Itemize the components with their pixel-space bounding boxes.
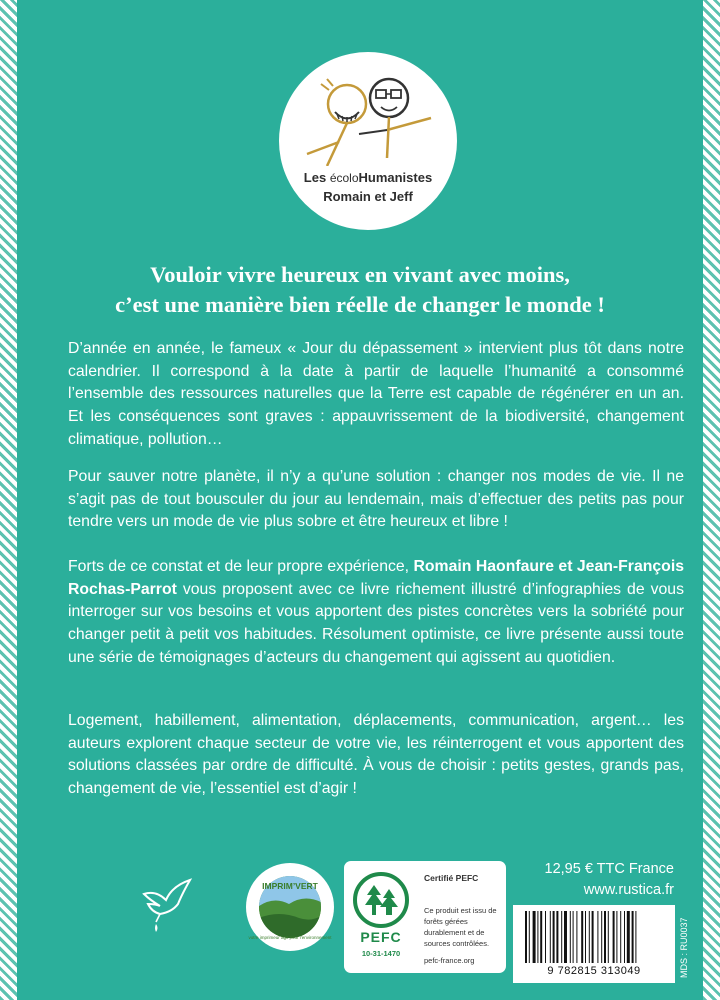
product-code: MDS : RU0037 xyxy=(679,917,689,978)
headline-line-1: Vouloir vivre heureux en vivant avec moins, xyxy=(150,262,570,287)
isbn-number: 9 782815 313049 xyxy=(547,965,641,977)
publisher-website: www.rustica.fr xyxy=(583,882,674,898)
authors-drawing-icon xyxy=(299,70,437,166)
pefc-certified: Certifié PEFC xyxy=(424,873,479,883)
publisher-bird-icon xyxy=(142,878,194,934)
headline-line-2: c’est une manière bien réelle de changer le monde ! xyxy=(115,292,605,317)
paragraph-authors: Forts de ce constat et de leur propre expérience, Romain Haonfaure et Jean-François Rochas-Parrot vous proposent avec ce livre richement illustré d’infographies de vous interroger sur vos besoins et vous apportent des pistes concrètes vers la sobriété pour changer petit à petit vos habitudes. Résolument optimiste, ce livre présente aussi toute une série de témoignages d’acteurs du changement qui agissent au quotidien. xyxy=(68,558,685,666)
pefc-logo-text: PEFC xyxy=(360,929,402,945)
author-logo xyxy=(279,52,457,230)
pefc-number: 10-31-1470 xyxy=(361,949,401,958)
isbn-barcode xyxy=(513,905,675,983)
imprimvert-title: IMPRIM’VERT xyxy=(262,881,318,891)
barcode-icon xyxy=(523,911,665,963)
pefc-description: Ce produit est issu de forêts gérées durablement et de sources contrôlées. xyxy=(424,906,497,948)
pefc-trees-icon xyxy=(352,871,410,929)
pefc-certification xyxy=(344,861,506,973)
imprimvert-tagline: votre imprimeur agit pour l’environnement xyxy=(248,935,332,940)
imprimvert-label xyxy=(246,863,334,951)
logo-authors: Romain et Jeff xyxy=(323,189,413,204)
headline xyxy=(30,260,690,320)
logo-brand-name: Les écoloHumanistes xyxy=(303,170,433,185)
paragraph-topics: Logement, habillement, alimentation, déplacements, communication, argent… les auteurs explorent chaque secteur de votre vie, les réinterrogent et vous apportent des solutions classées par ordre de difficulté. À vous de choisir : petits gestes, grands pas, changement de vie, l’essentiel est d’agir ! xyxy=(68,712,684,798)
price: 12,95 € TTC France xyxy=(544,861,674,877)
paragraph-overshoot-day: D’année en année, le fameux « Jour du dépassement » intervient plus tôt dans notre calendrier. Il correspond à la date à partir de laquelle l’humanité a consommé l’ensemble des ressources naturelles que la Terre est capable de régénérer en un an. Et les conséquences sont graves : appauvrissement de la biodiversité, changement climatique, pollution… xyxy=(68,340,684,448)
authors-names: Romain Haonfaure et Jean-François Rochas-Parrot xyxy=(68,558,685,598)
pefc-url: pefc-france.org xyxy=(424,956,475,965)
paragraph-save-planet: Pour sauver notre planète, il n’y a qu’une solution : changer nos modes de vie. Il ne s’agit pas de tout bousculer du jour au lendemain, mais d’effectuer des petits pas pour tendre vers un mode de vie plus sobre et être heureux et libre ! xyxy=(68,468,684,531)
